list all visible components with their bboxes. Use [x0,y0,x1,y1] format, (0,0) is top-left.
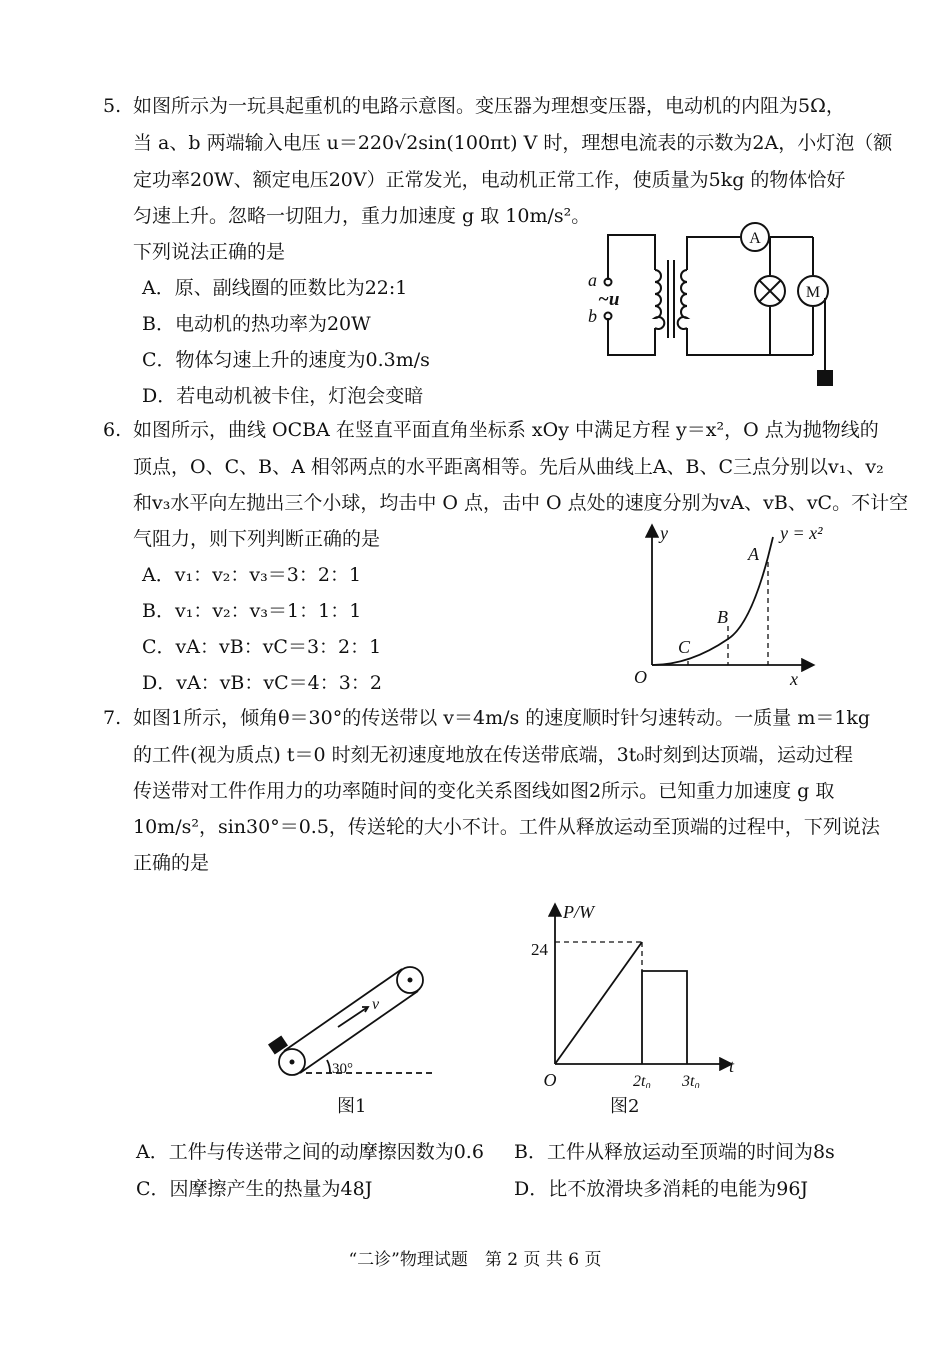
q6-line-4: 气阻力，则下列判断正确的是 [133,528,381,550]
figure1-caption: 图1 [337,1096,367,1117]
figure2-caption: 图2 [610,1096,640,1117]
graph7-x-label: t [729,1056,735,1076]
q5-line-2: 当 a、b 两端输入电压 u＝220√2sin(100πt) V 时，理想电流表的示数为2A，小灯泡（额 [133,132,893,154]
motor-label: M [805,284,821,301]
graph7-origin-label: O [543,1070,557,1088]
ammeter-label: A [749,230,761,247]
q5-circuit-diagram [570,220,840,395]
q6-option-a: A．v₁：v₂：v₃＝3：2：1 [142,564,362,586]
q6-line-3: 和v₃水平向左抛出三个小球，均击中 O 点，击中 O 点处的速度分别为vA、vB、vC。不计空 [133,492,909,514]
q6-line-1: 如图所示，曲线 OCBA 在竖直平面直角坐标系 xOy 中满足方程 y＝x²，O 点为抛物线的 [133,419,879,441]
terminal-a-label: a [588,270,597,290]
q5-option-b: B．电动机的热功率为20W [142,313,371,335]
hanging-weight-icon [817,370,833,386]
q6-option-c: C．vA：vB：vC＝3：2：1 [142,636,382,658]
q5-line-5: 下列说法正确的是 [133,241,286,263]
incline-angle-label: 30° [332,1061,353,1077]
point-b-label: B [717,607,728,627]
q7-figure2-power-graph [525,898,750,1088]
q5-line-3: 定功率20W、额定电压20V）正常发光，电动机正常工作，使质量为5kg 的物体恰好 [133,169,846,191]
q5-number: 5. [103,95,122,117]
q7-figure1-conveyor [260,955,450,1085]
graph7-y-tick-24: 24 [531,940,548,959]
page-footer: “二诊”物理试题 第 2 页 共 6 页 [348,1250,602,1270]
q7-option-a: A．工件与传送带之间的动摩擦因数为0.6 [136,1141,484,1163]
graph7-y-label: P/W [563,902,594,922]
graph6-equation-label: y = x² [780,523,823,543]
graph6-y-label: y [660,523,668,543]
q5-line-1: 如图所示为一玩具起重机的电路示意图。变压器为理想变压器，电动机的内阻为5Ω， [133,95,845,117]
q6-number: 6. [103,419,122,441]
graph7-tick-3t0: 3t₀ [681,1073,701,1088]
q7-option-d: D．比不放滑块多消耗的电能为96J [514,1178,809,1200]
q5-option-a: A．原、副线圈的匝数比为22:1 [142,277,408,299]
source-u-label: ~u [598,289,620,310]
q5-option-c: C．物体匀速上升的速度为0.3m/s [142,349,430,371]
power-step-segment [642,971,687,1064]
q6-line-2: 顶点，O、C、B、A 相邻两点的水平距离相等。先后从曲线上A、B、C三点分别以v₁、v₂ [133,456,884,478]
power-ramp-line [555,942,642,1064]
terminal-b-label: b [588,306,597,326]
q6-option-d: D．vA：vB：vC＝4：3：2 [142,672,382,694]
point-a-label: A [748,544,759,564]
q6-parabola-graph [620,515,845,690]
q7-line-3: 传送带对工件作用力的功率随时间的变化关系图线如图2所示。已知重力加速度 g 取 [133,780,835,802]
graph6-x-label: x [790,669,798,689]
graph6-origin-label: O [634,667,647,687]
point-c-label: C [678,637,691,657]
q7-line-5: 正确的是 [133,852,210,874]
q7-number: 7. [103,707,122,729]
q7-option-c: C．因摩擦产生的热量为48J [136,1178,373,1200]
q5-option-d: D．若电动机被卡住，灯泡会变暗 [142,385,424,407]
q7-line-4: 10m/s²，sin30°＝0.5，传送轮的大小不计。工件从释放运动至顶端的过程中，下列说法 [133,816,880,838]
q6-option-b: B．v₁：v₂：v₃＝1：1：1 [142,600,362,622]
belt-velocity-label: v [372,996,380,1013]
q7-option-b: B．工件从释放运动至顶端的时间为8s [514,1141,835,1163]
q7-line-2: 的工件(视为质点) t＝0 时刻无初速度地放在传送带底端，3t₀时刻到达顶端，运动过程 [133,744,853,766]
q7-line-1: 如图1所示，倾角θ＝30°的传送带以 v＝4m/s 的速度顺时针匀速转动。一质量 m＝1kg [133,707,871,729]
graph7-tick-2t0: 2t₀ [632,1073,652,1088]
q5-line-4: 匀速上升。忽略一切阻力，重力加速度 g 取 10m/s²。 [133,205,591,227]
